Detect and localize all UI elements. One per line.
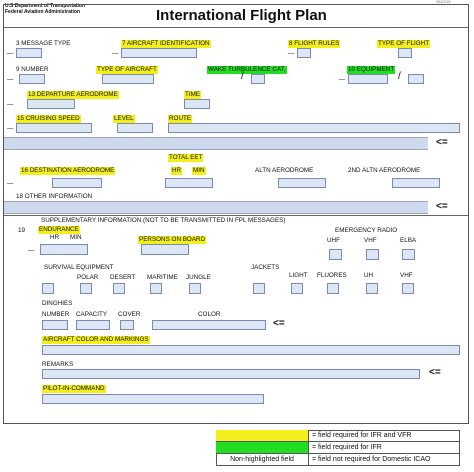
endurance-field[interactable] [40, 244, 88, 255]
eet-min-label: MIN [193, 167, 205, 174]
dash-4: — [7, 76, 14, 83]
legend-none-text: = field not required for Domestic ICAO [312, 456, 431, 463]
legend-row-green [216, 442, 460, 454]
dinghies-color-field[interactable] [152, 320, 266, 330]
dash-1: — [7, 50, 14, 57]
equipment-label: 10 EQUIPMENT [348, 66, 395, 73]
agency-line-2: Federal Aviation Administration [5, 9, 81, 15]
dinghies-number-label: NUMBER [42, 311, 70, 318]
destination-aerodrome-label: 16 DESTINATION AERODROME [21, 167, 115, 174]
cruising-speed-label: 15 CRUISING SPEED [17, 115, 80, 122]
legend-row-none [216, 454, 460, 466]
total-eet-label: TOTAL EET [169, 154, 203, 161]
wake-turbulence-field[interactable] [251, 74, 265, 84]
type-of-aircraft-field[interactable] [102, 74, 154, 84]
persons-on-board-label: PERSONS ON BOARD [139, 236, 206, 243]
radio-elba-checkbox[interactable] [402, 249, 415, 260]
flight-rules-label: 8 FLIGHT RULES [289, 40, 340, 47]
jackets-label: JACKETS [251, 264, 280, 271]
cruising-speed-field[interactable] [16, 123, 92, 133]
other-information-label: 18 OTHER INFORMATION [16, 193, 93, 200]
time-field[interactable] [184, 99, 210, 109]
jungle-checkbox[interactable] [189, 283, 201, 294]
equipment-field-a[interactable] [348, 74, 388, 84]
legend-row-yellow [216, 430, 460, 442]
jackets-vhf-checkbox[interactable] [402, 283, 414, 294]
remarks-label: REMARKS [42, 361, 74, 368]
flight-rules-field[interactable] [297, 48, 311, 58]
dash-9: — [28, 247, 35, 254]
dinghies-color-label: COLOR [198, 311, 221, 318]
jackets-fluores-label: FLUORES [317, 272, 347, 279]
dash-5: — [339, 76, 346, 83]
equipment-field-b[interactable] [408, 74, 424, 84]
destination-aerodrome-field[interactable] [52, 178, 102, 188]
dash-2: — [112, 50, 119, 57]
type-of-flight-field[interactable] [398, 48, 412, 58]
radio-uhf-checkbox[interactable] [329, 249, 342, 260]
eet-hr-label: HR [172, 167, 182, 174]
fluores-checkbox[interactable] [327, 283, 339, 294]
number-field[interactable] [19, 74, 45, 84]
dinghies-arrow: <= [273, 318, 285, 329]
other-information-field[interactable] [4, 201, 428, 214]
dash-8: — [7, 180, 14, 187]
supplementary-header: SUPPLEMENTARY INFORMATION (NOT TO BE TRANSMITTED IN FPL MESSAGES) [41, 217, 286, 224]
dash-7: — [7, 125, 14, 132]
dinghies-capacity-label: CAPACITY [76, 311, 108, 318]
altn-aerodrome-label: ALTN AERODROME [255, 167, 314, 174]
page-title: International Flight Plan [156, 7, 327, 24]
dinghies-cover-label: COVER [118, 311, 141, 318]
survival-polar-label: POLAR [77, 274, 99, 281]
survival-maritime-label: MARITIME [147, 274, 178, 281]
second-altn-aerodrome-field[interactable] [392, 178, 440, 188]
dash-3: — [288, 50, 295, 57]
maritime-checkbox[interactable] [150, 283, 162, 294]
radio-elba-label: ELBA [400, 237, 417, 244]
pilot-in-command-label: PILOT-IN-COMMAND [43, 385, 105, 392]
survival-desert-label: DESERT [110, 274, 136, 281]
altn-aerodrome-field[interactable] [278, 178, 326, 188]
dinghies-capacity-field[interactable] [76, 320, 110, 330]
slash-1: / [241, 71, 244, 82]
jackets-uh-label: UH [364, 272, 374, 279]
time-label: TIME [185, 91, 201, 98]
aircraft-id-label: 7 AIRCRAFT IDENTIFICATION [122, 40, 210, 47]
radio-vhf-label: VHF [364, 237, 377, 244]
endurance-label: ENDURANCE [39, 226, 79, 233]
aircraft-color-label: AIRCRAFT COLOR AND MARKINGS [43, 336, 149, 343]
legend-green-swatch [216, 442, 309, 453]
radio-uhf-label: UHF [327, 237, 340, 244]
pilot-in-command-field[interactable] [42, 394, 264, 404]
departure-aerodrome-field[interactable] [27, 99, 75, 109]
survival-jungle-label: JUNGLE [186, 274, 211, 281]
route-field[interactable] [168, 123, 460, 133]
remarks-arrow: <= [429, 367, 441, 378]
total-eet-field[interactable] [165, 178, 213, 188]
section-divider [3, 215, 468, 216]
remarks-field[interactable] [42, 369, 420, 379]
number-label: 9 NUMBER [16, 66, 49, 73]
message-type-label: 3 MESSAGE TYPE [16, 40, 71, 47]
radio-vhf-checkbox[interactable] [366, 249, 379, 260]
uh-checkbox[interactable] [366, 283, 378, 294]
type-of-aircraft-label: TYPE OF AIRCRAFT [97, 66, 157, 73]
light-checkbox[interactable] [291, 283, 303, 294]
legend-none-swatch: Non-highlighted field [216, 454, 309, 465]
type-of-flight-label: TYPE OF FLIGHT [378, 40, 430, 47]
emergency-radio-label: EMERGENCY RADIO [335, 227, 398, 234]
dinghies-number-field[interactable] [42, 320, 68, 330]
persons-on-board-field[interactable] [141, 244, 189, 255]
dinghies-label: DINGHIES [42, 300, 73, 307]
level-field[interactable] [117, 123, 153, 133]
departure-aerodrome-label: 13 DEPARTURE AERODROME [28, 91, 118, 98]
aircraft-color-field[interactable] [42, 345, 460, 355]
route-arrow: <= [436, 137, 448, 148]
survival-checkbox[interactable] [42, 283, 54, 294]
agency-line-1: U.S Department of Transportation [5, 3, 86, 9]
endurance-min-label: MIN [70, 234, 82, 241]
route-label: ROUTE [169, 115, 192, 122]
legend-yellow-text: = field required for IFR and VFR [312, 432, 412, 439]
other-info-arrow: <= [436, 201, 448, 212]
item-19-label: 19 [18, 227, 26, 234]
level-label: LEVEL [114, 115, 134, 122]
second-altn-aerodrome-label: 2ND ALTN AERODROME [348, 167, 421, 174]
dinghies-cover-field[interactable] [120, 320, 134, 330]
form-version: 08/2015 [436, 0, 451, 4]
header-divider [3, 27, 468, 28]
dash-6: — [7, 101, 14, 108]
route-continuation-field[interactable] [4, 137, 428, 150]
message-type-field[interactable] [16, 48, 42, 58]
jackets-light-label: LIGHT [289, 272, 308, 279]
desert-checkbox[interactable] [113, 283, 125, 294]
endurance-hr-label: HR [50, 234, 60, 241]
polar-checkbox[interactable] [80, 283, 92, 294]
slash-2: / [398, 71, 401, 82]
legend-green-text: = field required for IFR [312, 444, 382, 451]
survival-equipment-label: SURVIVAL EQUIPMENT [44, 264, 114, 271]
jackets-checkbox[interactable] [253, 283, 265, 294]
aircraft-id-field[interactable] [121, 48, 197, 58]
jackets-vhf-label: VHF [400, 272, 413, 279]
legend-yellow-swatch [216, 430, 309, 441]
wake-turbulence-label: WAKE TURBULENCE CAT. [208, 66, 286, 73]
